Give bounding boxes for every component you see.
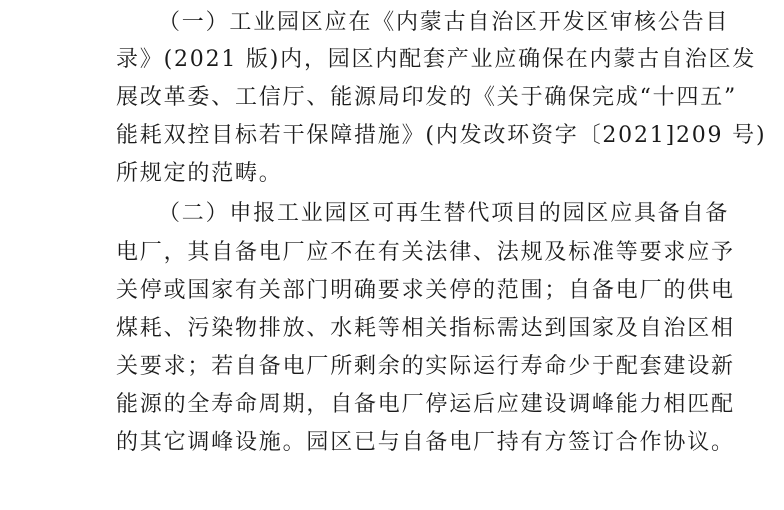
paragraph-1-line-5: 所规定的范畴。: [116, 161, 283, 186]
paragraph-1-line-4: 能耗双控目标若干保障措施》(内发改环资字〔2021]209 号): [116, 123, 767, 148]
paragraph-2-line-4: 煤耗、污染物排放、水耗等相关指标需达到国家及自治区相: [116, 316, 735, 341]
paragraph-2-line-7: 的其它调峰设施。园区已与自备电厂持有方签订合作协议。: [116, 430, 735, 455]
paragraph-2-line-5: 关要求；若自备电厂所剩余的实际运行寿命少于配套建设新: [116, 354, 735, 379]
paragraph-1-line-1: （一）工业园区应在《内蒙古自治区开发区审核公告目: [158, 10, 730, 35]
paragraph-2-line-3: 关停或国家有关部门明确要求关停的范围；自备电厂的供电: [116, 278, 735, 303]
paragraph-1-line-2: 录》(2021 版)内，园区内配套产业应确保在内蒙古自治区发: [116, 47, 757, 72]
paragraph-2-line-2: 电厂，其自备电厂应不在有关法律、法规及标准等要求应予: [116, 240, 735, 265]
paragraph-2-line-6: 能源的全寿命周期，自备电厂停运后应建设调峰能力相匹配: [116, 392, 735, 417]
paragraph-2-line-1: （二）申报工业园区可再生替代项目的园区应具备自备: [158, 201, 730, 226]
paragraph-1-line-3: 展改革委、工信厅、能源局印发的《关于确保完成“十四五”: [116, 85, 738, 110]
